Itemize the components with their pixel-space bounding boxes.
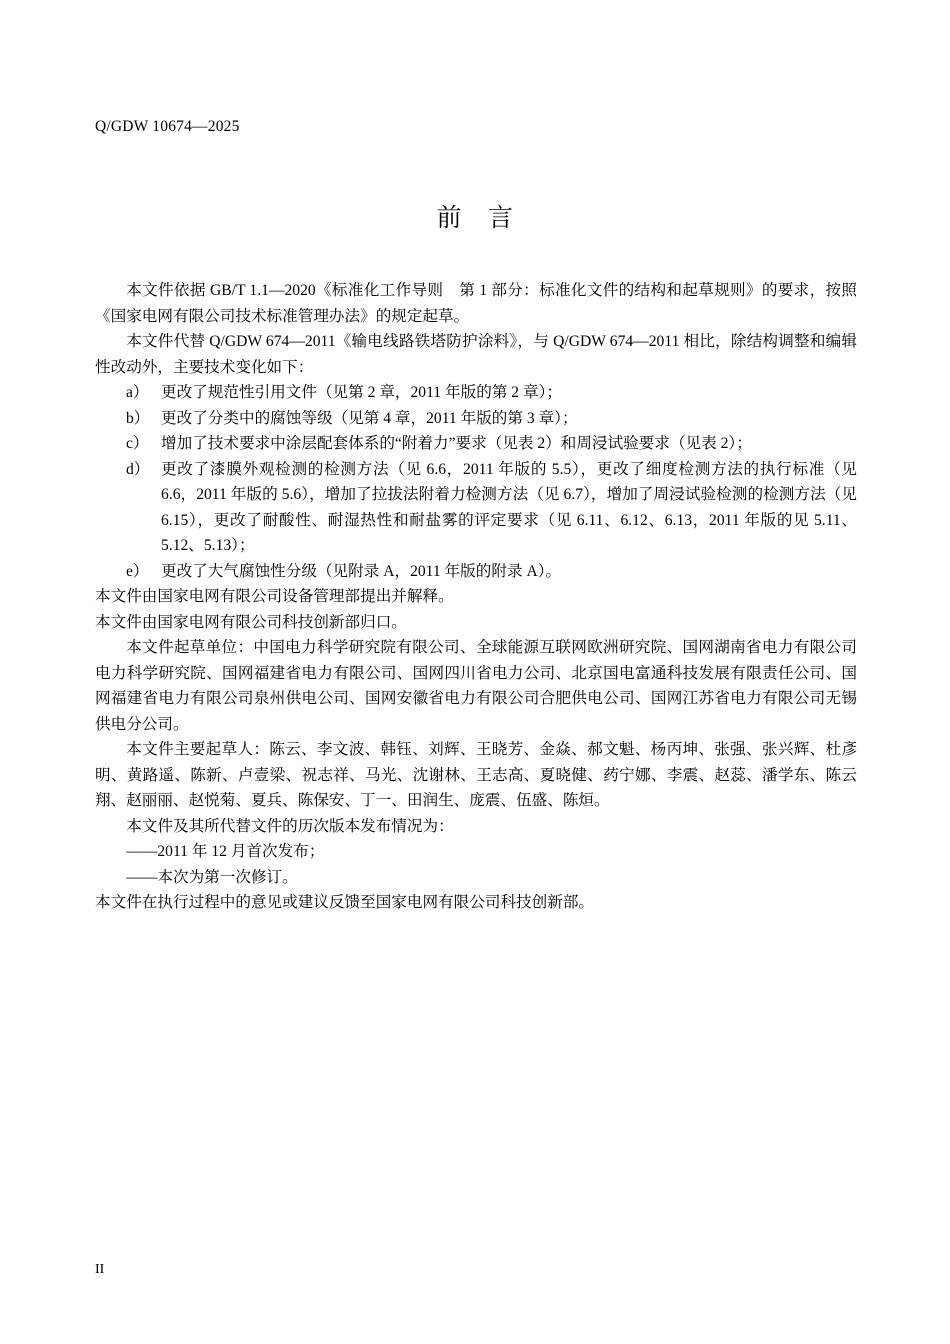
- foreword-body: [95, 278, 857, 916]
- list-item-text: 更改了大气腐蚀性分级（见附录 A，2011 年版的附录 A）。: [161, 562, 562, 580]
- list-item-text: 增加了技术要求中涂层配套体系的“附着力”要求（见表 2）和周浸试验要求（见表 2）；: [161, 435, 752, 452]
- page-title: [0, 198, 950, 234]
- list-item-marker: e）: [126, 562, 149, 580]
- technical-changes-list: [95, 380, 857, 584]
- foreword-paragraph-7: 本文件及其所代替文件的历次版本发布情况为：: [126, 817, 454, 835]
- foreword-paragraph-3: 本文件由国家电网有限公司设备管理部提出并解释。: [95, 588, 454, 605]
- history-item: ——本次为第一次修订。: [126, 868, 298, 886]
- list-item: [95, 457, 857, 559]
- list-item-marker: c）: [126, 435, 149, 452]
- foreword-paragraph-2: 本文件代替 Q/GDW 674—2011《输电线路铁塔防护涂料》，与 Q/GDW 674—2011 相比，除结构调整和编辑性改动外，主要技术变化如下：: [95, 333, 857, 376]
- page-title-right: 言: [488, 205, 514, 232]
- list-item: [95, 380, 857, 406]
- list-item: [95, 406, 857, 432]
- foreword-paragraph-4: 本文件由国家电网有限公司科技创新部归口。: [95, 613, 407, 631]
- list-item-text: 更改了规范性引用文件（见第 2 章，2011 年版的第 2 章）；: [161, 384, 562, 401]
- history-item: ——2011 年 12 月首次发布；: [126, 843, 325, 860]
- list-item-text: 更改了分类中的腐蚀等级（见第 4 章，2011 年版的第 3 章）；: [161, 409, 578, 427]
- list-item: [95, 559, 857, 585]
- list-item-marker: a）: [126, 384, 149, 401]
- page-number: II: [95, 1262, 105, 1277]
- foreword-paragraph-5: 本文件起草单位：中国电力科学研究院有限公司、全球能源互联网欧洲研究院、国网湖南省电力有限公司电力科学研究院、国网福建省电力有限公司、国网四川省电力公司、北京国电富通科技发展有限责任公司、国网福建省电力有限公司泉州供电公司、国网安徽省电力有限公司合肥供电公司、国网江苏省电力有限公司无锡供电分公司。: [95, 639, 857, 733]
- page-title-left: 前: [436, 205, 462, 232]
- foreword-paragraph-1: 本文件依据 GB/T 1.1—2020《标准化工作导则 第 1 部分：标准化文件的结构和起草规则》的要求，按照《国家电网有限公司技术标准管理办法》的规定起草。: [95, 282, 857, 325]
- list-item-marker: d）: [126, 460, 150, 478]
- page-header-standard-number: Q/GDW 10674—2025: [95, 118, 240, 135]
- foreword-paragraph-8: 本文件在执行过程中的意见或建议反馈至国家电网有限公司科技创新部。: [95, 894, 595, 911]
- list-item: [95, 431, 857, 457]
- foreword-paragraph-6: 本文件主要起草人：陈云、李文波、韩钰、刘辉、王晓芳、金焱、郝文魁、杨丙坤、张强、张兴辉、杜彥明、黄路遥、陈新、卢壹梁、祝志祥、马光、沈谢林、王志高、夏晓健、药宁娜、李震、赵蕊、潘学东、陈云翔、赵丽丽、赵悦菊、夏兵、陈保安、丁一、田润生、庞震、伍盛、陈烜。: [95, 741, 857, 809]
- list-item-marker: b）: [126, 409, 150, 427]
- list-item-text: 更改了漆膜外观检测的检测方法（见 6.6，2011 年版的 5.5），更改了细度检测方法的执行标准（见 6.6，2011 年版的 5.6），增加了拉拔法附着力检测方法（见 6.7），增加了周浸试验检测的检测方法（见 6.15），更改了耐酸性、耐湿热性和耐盐雾的评定要求（见 6.11、6.12、6.13，2011 年版的见 5.11、5.12、5.13）；: [161, 460, 857, 554]
